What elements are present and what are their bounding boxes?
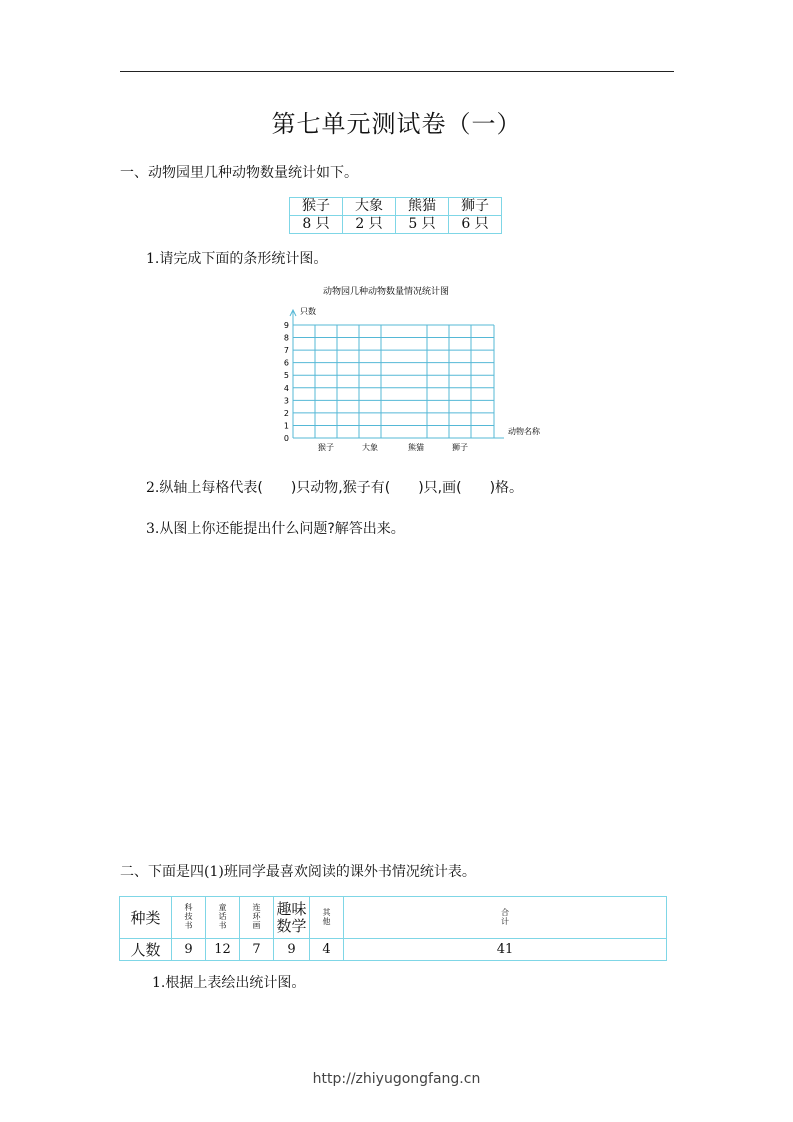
category-label: 童话书	[218, 903, 227, 930]
section1-heading: 一、动物园里几种动物数量统计如下。	[120, 165, 358, 181]
category-label: 合计	[501, 907, 509, 926]
question-1-2	[146, 477, 523, 497]
chart-y-tick-label: 9	[283, 321, 289, 330]
table-cell: 5 只	[396, 216, 449, 234]
table-cell	[310, 897, 344, 939]
chart-gridlines	[293, 325, 494, 438]
table-cell: 大象	[343, 198, 396, 216]
table-cell: 6 只	[449, 216, 502, 234]
question-2-1	[152, 972, 305, 992]
chart-title: 动物园几种动物数量情况统计图	[322, 287, 450, 297]
table-cell: 12	[206, 939, 240, 961]
chart-y-ticks	[284, 321, 289, 443]
category-label: 连环画	[252, 903, 261, 930]
chart-x-tick-label: 熊猫	[408, 443, 424, 452]
table-cell	[274, 897, 310, 939]
animal-count-table	[289, 197, 502, 234]
table-row	[120, 897, 667, 939]
chart-y-tick-label: 7	[283, 346, 289, 356]
section2-heading: 二、下面是四(1)班同学最喜欢阅读的课外书情况统计表。	[120, 864, 476, 880]
table-cell: 猴子	[290, 198, 343, 216]
table-row	[120, 939, 667, 961]
table-cell: 熊猫	[396, 198, 449, 216]
chart-y-tick-label: 2	[283, 408, 289, 418]
table-cell: 4	[310, 939, 344, 961]
reading-stats-table	[119, 896, 667, 961]
chart-y-tick-label: 6	[283, 358, 289, 368]
table-cell	[206, 897, 240, 939]
chart-y-tick-label: 8	[283, 333, 289, 343]
chart-x-tick-label: 猴子	[318, 443, 334, 452]
chart-y-tick-label: 1	[283, 421, 289, 431]
chart-y-tick-label: 3	[283, 396, 289, 406]
bar-chart-grid	[270, 278, 540, 458]
question-text: 纵轴上每格代表( )只动物,猴子有( )只,画( )格。	[159, 480, 524, 496]
table-cell	[240, 897, 274, 939]
chart-axes	[290, 310, 504, 438]
footer-url: http://zhiyugongfang.cn	[312, 1071, 481, 1087]
question-1-3	[146, 518, 405, 538]
table-cell: 狮子	[449, 198, 502, 216]
table-row	[290, 198, 502, 216]
page-title: 第七单元测试卷（一）	[271, 110, 522, 138]
question-text: 根据上表绘出统计图。	[165, 975, 306, 991]
chart-x-ticks	[318, 442, 468, 452]
category-label: 其他	[322, 907, 331, 926]
chart-x-tick-label: 狮子	[452, 443, 468, 452]
chart-y-tick-label: 0	[283, 434, 289, 443]
table-cell: 7	[240, 939, 274, 961]
question-number: 2.	[146, 480, 160, 496]
table-cell	[172, 897, 206, 939]
category-label: 趣味数学	[276, 899, 307, 935]
table-row-header: 人数	[120, 939, 172, 961]
table-cell: 9	[172, 939, 206, 961]
question-number: 1.	[146, 251, 160, 267]
chart-y-axis-label: 只数	[300, 307, 316, 316]
table-row-header: 种类	[120, 897, 172, 939]
category-label: 科技书	[184, 903, 193, 930]
table-cell: 2 只	[343, 216, 396, 234]
chart-x-axis-label: 动物名称	[508, 427, 540, 436]
chart-x-tick-label: 大象	[362, 443, 378, 452]
top-rule	[120, 71, 674, 72]
table-cell	[344, 897, 667, 939]
question-number: 1.	[152, 975, 166, 991]
table-row	[290, 216, 502, 234]
table-cell: 41	[344, 939, 667, 961]
table-cell: 9	[274, 939, 310, 961]
question-text: 从图上你还能提出什么问题?解答出来。	[159, 521, 405, 537]
question-number: 3.	[146, 521, 160, 537]
question-text: 请完成下面的条形统计图。	[159, 251, 328, 267]
table-cell: 8 只	[290, 216, 343, 234]
chart-y-tick-label: 5	[283, 371, 289, 381]
question-1-1	[146, 248, 327, 268]
chart-y-tick-label: 4	[283, 383, 289, 393]
